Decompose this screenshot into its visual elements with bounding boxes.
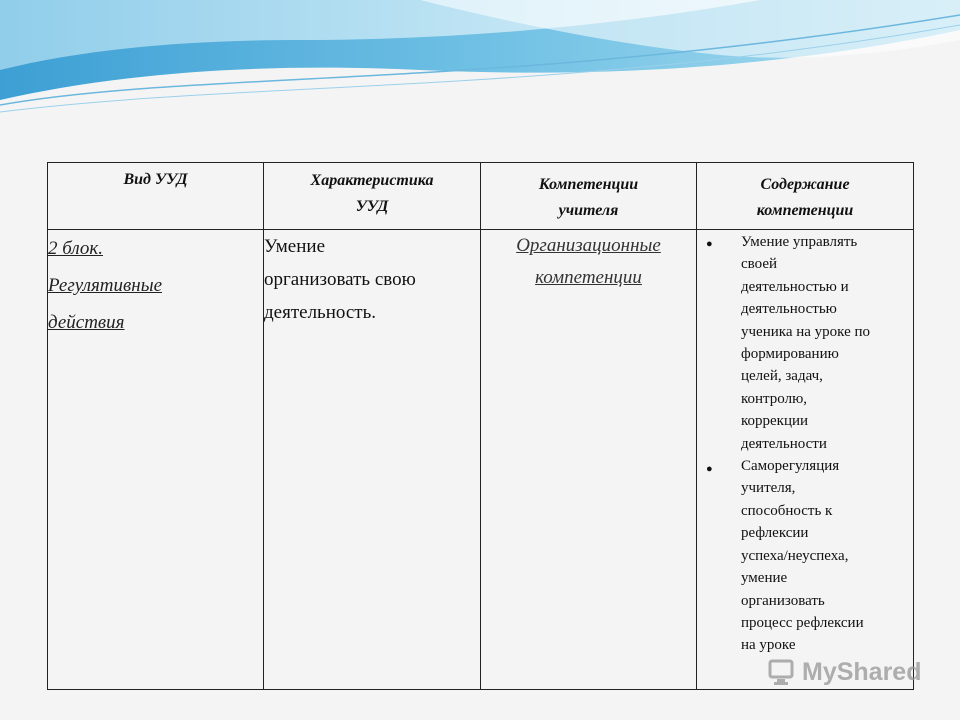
header-line: компетенции	[756, 202, 854, 219]
bullet-line: Саморегуляция	[741, 458, 840, 475]
block-line: действия	[48, 312, 125, 333]
decorative-wave-header	[0, 0, 960, 140]
bullet-line: коррекции	[741, 413, 809, 430]
block-line: Регулятивные	[48, 275, 162, 296]
bullet-dot-icon: ●	[706, 238, 713, 250]
cell-skill	[264, 230, 481, 690]
header-line: УУД	[355, 198, 389, 215]
header-line: Характеристика	[310, 172, 434, 189]
bullet-line: целей, задач,	[741, 368, 823, 385]
competence-line: Организационные	[516, 235, 661, 256]
header-cell-uud-type	[48, 163, 264, 230]
header-line: Вид УУД	[123, 171, 188, 188]
bullet-line: успеха/неуспеха,	[741, 547, 849, 564]
bullet-line: рефлексии	[741, 525, 809, 542]
skill-line: деятельность.	[264, 302, 377, 323]
skill-line: Умение	[264, 236, 326, 257]
bullet-line: умение	[741, 570, 788, 587]
table-header-row	[48, 163, 914, 230]
bullet-line: деятельностью и	[741, 278, 849, 295]
bullet-line: способность к	[741, 502, 833, 519]
bullet-line: контролю,	[741, 390, 808, 407]
uud-competence-table	[47, 162, 914, 690]
block-line: 2 блок.	[48, 238, 103, 259]
cell-competence-content	[697, 230, 914, 690]
header-cell-teacher-competence	[481, 163, 697, 230]
watermark-text: MyShared	[802, 658, 922, 686]
skill-line: организовать свою	[264, 269, 416, 290]
cell-block-name	[48, 230, 264, 690]
header-line: учителя	[558, 202, 619, 219]
bullet-line: на уроке	[741, 637, 796, 654]
bullet-line: организовать	[741, 592, 825, 609]
bullet-line: деятельностью	[741, 301, 837, 318]
competence-line: компетенции	[535, 267, 642, 288]
header-line: Компетенции	[538, 176, 639, 193]
bullet-line: формированию	[741, 346, 839, 363]
header-cell-uud-characteristic	[264, 163, 481, 230]
bullet-line: деятельности	[741, 435, 827, 452]
bullet-dot-icon: ●	[706, 463, 713, 476]
cell-competence	[481, 230, 697, 690]
bullet-line: Умение управлять	[741, 234, 858, 250]
bullet-line: процесс рефлексии	[741, 614, 864, 631]
list-item	[697, 230, 913, 455]
bullet-line: учителя,	[741, 480, 796, 497]
bullet-line: своей	[741, 256, 778, 273]
watermark-logo	[768, 658, 921, 687]
content-bullet-list	[697, 230, 913, 657]
myshared-logo-icon	[768, 659, 798, 687]
table-row	[48, 230, 914, 690]
list-item	[697, 455, 913, 657]
header-line: Содержание	[760, 176, 850, 193]
header-cell-competence-content	[697, 163, 914, 230]
bullet-line: ученика на уроке по	[741, 323, 871, 340]
